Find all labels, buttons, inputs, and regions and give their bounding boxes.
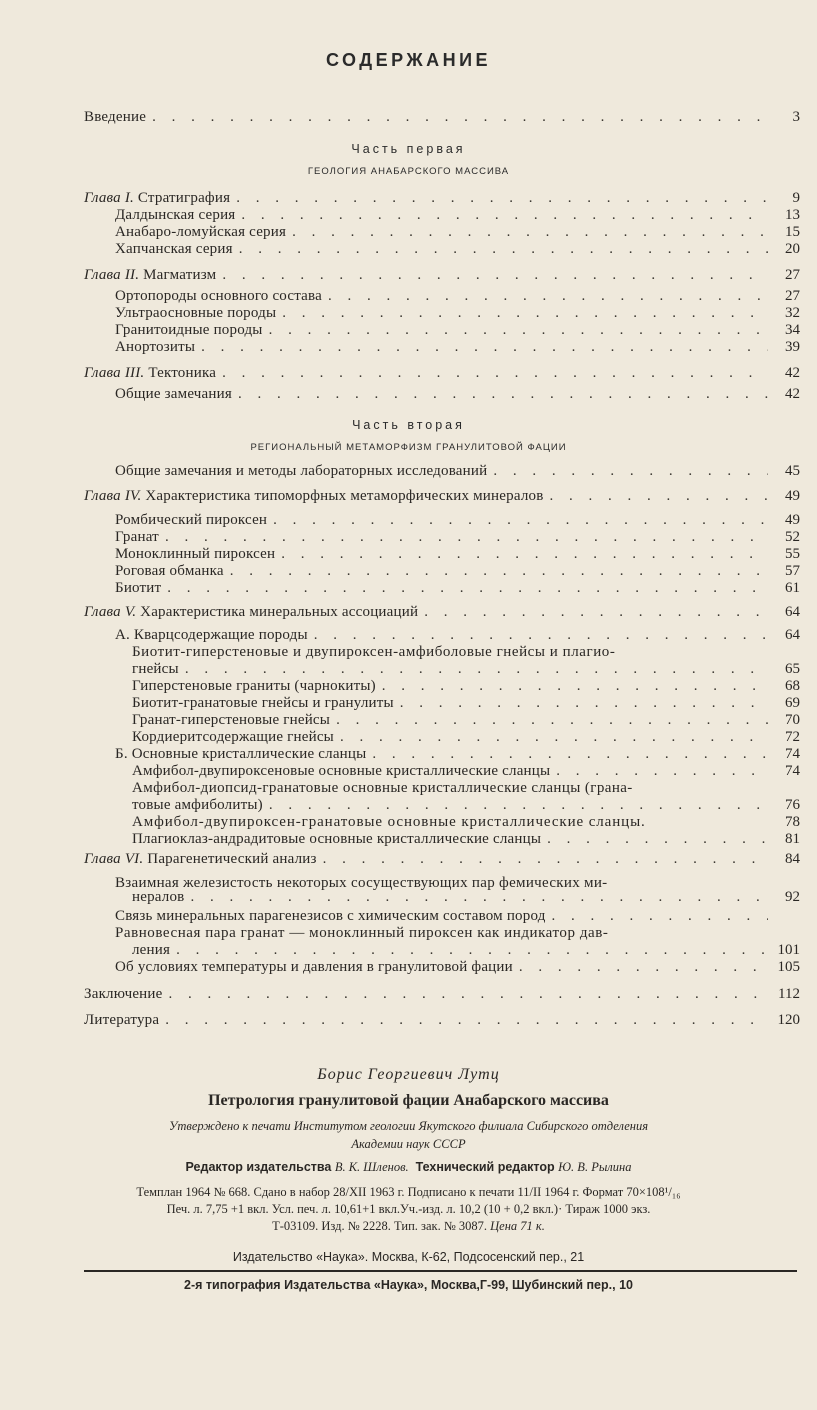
toc-label: Гранитоидные породы [115, 322, 263, 338]
chapter-prefix: Глава III. [84, 365, 145, 381]
leader-dots [552, 907, 768, 925]
toc-page: 101 [777, 942, 800, 958]
toc-label: Далдынская серия [115, 207, 236, 223]
toc-page: 76 [785, 797, 800, 813]
toc-item [132, 830, 800, 848]
toc-label: Общие замечания [115, 386, 232, 402]
print-details: Печ. л. 7,75 +1 вкл. Усл. печ. л. 10,61+1 вкл.Уч.-изд. л. 10,2 (10 + 0,2 вкл.)· Тираж 1000 экз. [166, 1202, 651, 1216]
leader-dots [292, 223, 768, 241]
leader-dots [269, 321, 768, 339]
toc-page: 92 [785, 889, 800, 905]
toc-item [132, 660, 800, 678]
editor-label: Технический редактор [415, 1160, 555, 1174]
toc-page: 65 [785, 661, 800, 677]
part2-subtitle: РЕГИОНАЛЬНЫЙ МЕТАМОРФИЗМ ГРАНУЛИТОВОЙ ФАЦИИ [250, 442, 567, 453]
print-order: Т-03109. Изд. № 2228. Тип. зак. № 3087. [272, 1219, 487, 1233]
printer: 2-я типография Издательства «Наука», Москва,Г-99, Шубинский пер., 10 [184, 1278, 633, 1292]
toc-label: Моноклинный пироксен [115, 546, 276, 562]
toc-label: Биотит [115, 580, 162, 596]
leader-dots [372, 745, 768, 763]
toc-label: Характеристика минеральных ассоциаций [140, 604, 419, 620]
toc-page: 64 [785, 627, 800, 643]
toc-item [115, 223, 800, 241]
toc-label: Стратиграфия [137, 190, 231, 206]
chapter-prefix: Глава II. [84, 267, 140, 283]
approved-line: Утверждено к печати Институтом геологии Якутского филиала Сибирского отделения [168, 1119, 649, 1133]
toc-label: Гиперстеновые граниты (чарнокиты) [132, 678, 376, 694]
toc-page: 84 [785, 851, 800, 867]
leader-dots [165, 1011, 768, 1029]
toc-page: 13 [785, 207, 800, 223]
chapter-prefix: Глава I. [84, 190, 134, 206]
toc-item [132, 694, 800, 712]
price: Цена 71 к. [490, 1219, 545, 1233]
toc-label: Б. Основные кристаллические сланцы [115, 746, 367, 762]
toc-item [115, 562, 800, 580]
toc-page: 120 [777, 1012, 800, 1028]
leader-dots [230, 562, 768, 580]
leader-dots [328, 287, 768, 305]
toc-item [115, 907, 800, 925]
toc-page: 15 [785, 224, 800, 240]
toc-page: 42 [785, 365, 800, 381]
toc-label: Амфибол-двупироксеновые основные кристаллические сланцы [132, 763, 551, 779]
toc-page: 34 [785, 322, 800, 338]
toc-item [132, 728, 800, 746]
toc-page: 74 [785, 763, 800, 779]
toc-label: Кордиеритсодержащие гнейсы [132, 729, 334, 745]
toc-item [132, 762, 800, 780]
toc-chapter-1 [84, 189, 800, 207]
leader-dots [190, 888, 768, 906]
chapter-prefix: Глава V. [84, 604, 137, 620]
toc-page: 49 [785, 488, 800, 504]
toc-page: 27 [785, 288, 800, 304]
toc-chapter-2 [84, 266, 800, 284]
toc-page: 81 [785, 831, 800, 847]
toc-chapter-5 [84, 603, 800, 621]
toc-page: 57 [785, 563, 800, 579]
toc-label: Парагенетический анализ [147, 851, 317, 867]
toc-item [132, 813, 800, 831]
toc-page: 42 [785, 386, 800, 402]
print-details: Темплан 1964 № 668. Сдано в набор 28/XII 1963 г. Подписано к печати 11/II 1964 г. Формат 70×108¹/₁₆ [136, 1185, 681, 1199]
leader-dots [336, 711, 768, 729]
toc-label-line1: Равновесная пара гранат — моноклинный пироксен как индикатор дав- [115, 925, 609, 941]
toc-item [132, 711, 800, 729]
toc-item [115, 579, 800, 597]
toc-label: Плагиоклаз-андрадитовые основные кристаллические сланцы [132, 831, 542, 847]
toc-label: Введение [84, 109, 147, 125]
toc-item [132, 677, 800, 695]
toc-page: 27 [785, 267, 800, 283]
toc-item [115, 338, 800, 356]
toc-general [115, 462, 800, 480]
leader-dots [167, 579, 768, 597]
toc-label-line1: Биотит-гиперстеновые и двупироксен-амфиболовые гнейсы и плагио- [132, 644, 616, 660]
leader-dots [400, 694, 768, 712]
toc-page: 61 [785, 580, 800, 596]
toc-page: 55 [785, 546, 800, 562]
toc-item [132, 888, 800, 906]
toc-page: 3 [792, 109, 800, 125]
toc-item [115, 287, 800, 305]
leader-dots [549, 487, 768, 505]
toc-item [132, 796, 800, 814]
print-details [0, 1219, 817, 1234]
editors-line [0, 1160, 817, 1175]
toc-item [115, 545, 800, 563]
leader-dots [185, 660, 768, 678]
toc-section-b [115, 745, 800, 763]
toc-label: Об условиях температуры и давления в гранулитовой фации [115, 959, 513, 975]
toc-page: 72 [785, 729, 800, 745]
toc-page: 70 [785, 712, 800, 728]
toc-page: 49 [785, 512, 800, 528]
toc-item [115, 958, 800, 976]
toc-label: Анабаро-ломуйская серия [115, 224, 287, 240]
leader-dots [236, 189, 768, 207]
toc-page: 78 [785, 814, 800, 830]
toc-literature [84, 1011, 800, 1029]
leader-dots [340, 728, 768, 746]
leader-dots [493, 462, 768, 480]
toc-label: Ромбический пироксен [115, 512, 268, 528]
toc-page: 32 [785, 305, 800, 321]
toc-label: Биотит-гранатовые гнейсы и гранулиты [132, 695, 394, 711]
toc-label: Заключение [84, 986, 163, 1002]
toc-label: Амфибол-двупироксен-гранатовые основные кристаллические сланцы. [132, 814, 646, 830]
leader-dots [222, 364, 768, 382]
toc-label: Роговая обманка [115, 563, 224, 579]
toc-label: Магматизм [143, 267, 217, 283]
leader-dots [519, 958, 768, 976]
toc-chapter-6 [84, 850, 800, 868]
toc-label: Общие замечания и методы лабораторных исследований [115, 463, 488, 479]
toc-chapter-4 [84, 487, 800, 505]
toc-label-line1: Взаимная железистость некоторых сосуществующих пар фемических ми- [115, 875, 608, 891]
leader-dots [222, 266, 768, 284]
toc-label-line1: Амфибол-диопсид-гранатовые основные кристаллические сланцы (грана- [132, 780, 633, 796]
toc-label: Хапчанская серия [115, 241, 233, 257]
editor-name: В. К. Шленов. [334, 1160, 409, 1174]
leader-dots [424, 603, 768, 621]
toc-label: Гранат [115, 529, 159, 545]
toc-item [115, 304, 800, 322]
toc-conclusion [84, 985, 800, 1003]
toc-intro [84, 108, 800, 126]
leader-dots [282, 304, 768, 322]
toc-label: А. Кварцсодержащие породы [115, 627, 308, 643]
toc-page: 105 [777, 959, 800, 975]
toc-item [115, 240, 800, 258]
toc-page: 45 [785, 463, 800, 479]
chapter-prefix: Глава VI. [84, 851, 144, 867]
leader-dots [201, 338, 768, 356]
leader-dots [273, 511, 768, 529]
toc-label: Характеристика типоморфных метаморфических минералов [145, 488, 544, 504]
toc-section-a [115, 626, 800, 644]
toc-label: гнейсы [132, 661, 179, 677]
toc-label: нералов [132, 889, 185, 905]
leader-dots [547, 830, 768, 848]
author-name: Борис Георгиевич Лутц [317, 1066, 500, 1083]
toc-label: Ортопороды основного состава [115, 288, 322, 304]
leader-dots [239, 240, 768, 258]
toc-label: Ультраосновные породы [115, 305, 277, 321]
toc-label: Литература [84, 1012, 160, 1028]
book-title: Петрология гранулитовой фации Анабарского массива [208, 1092, 609, 1109]
part1-title: Часть первая [351, 142, 466, 156]
toc-page: 64 [785, 604, 800, 620]
toc-item [115, 385, 800, 403]
toc-label: ления [132, 942, 171, 958]
leader-dots [169, 985, 769, 1003]
toc-chapter-3 [84, 364, 800, 382]
leader-dots [281, 545, 768, 563]
leader-dots [176, 941, 768, 959]
divider [84, 1270, 797, 1272]
part2-title: Часть вторая [352, 418, 465, 432]
toc-item [115, 511, 800, 529]
toc-page: 52 [785, 529, 800, 545]
editor-label: Редактор издательства [185, 1160, 332, 1174]
toc-item [115, 528, 800, 546]
toc-label: товые амфиболиты) [132, 797, 263, 813]
leader-dots [241, 206, 768, 224]
leader-dots [269, 796, 768, 814]
approved-line: Академии наук СССР [351, 1137, 466, 1151]
leader-dots [556, 762, 768, 780]
toc-page: 74 [785, 746, 800, 762]
toc-item [115, 321, 800, 339]
toc-item [115, 206, 800, 224]
toc-item [132, 941, 800, 959]
toc-page: 69 [785, 695, 800, 711]
leader-dots [323, 850, 768, 868]
toc-label: Тектоника [148, 365, 217, 381]
leader-dots [165, 528, 768, 546]
toc-page: 20 [785, 241, 800, 257]
toc-page: 9 [792, 190, 800, 206]
page-title: СОДЕРЖАНИЕ [325, 50, 492, 70]
toc-page: 112 [778, 986, 800, 1002]
toc-label: Анортозиты [115, 339, 196, 355]
toc-page: 68 [785, 678, 800, 694]
leader-dots [238, 385, 768, 403]
toc-label: Связь минеральных парагенезисов с химическим составом пород [115, 908, 546, 924]
toc-label: Гранат-гиперстеновые гнейсы [132, 712, 331, 728]
toc-page: 39 [785, 339, 800, 355]
part1-subtitle: ГЕОЛОГИЯ АНАБАРСКОГО МАССИВА [307, 166, 510, 177]
leader-dots [314, 626, 768, 644]
publisher: Издательство «Наука». Москва, К-62, Подсосенский пер., 21 [232, 1250, 585, 1264]
leader-dots [152, 108, 768, 126]
chapter-prefix: Глава IV. [84, 488, 142, 504]
leader-dots [382, 677, 768, 695]
editor-name: Ю. В. Рылина [558, 1160, 632, 1174]
